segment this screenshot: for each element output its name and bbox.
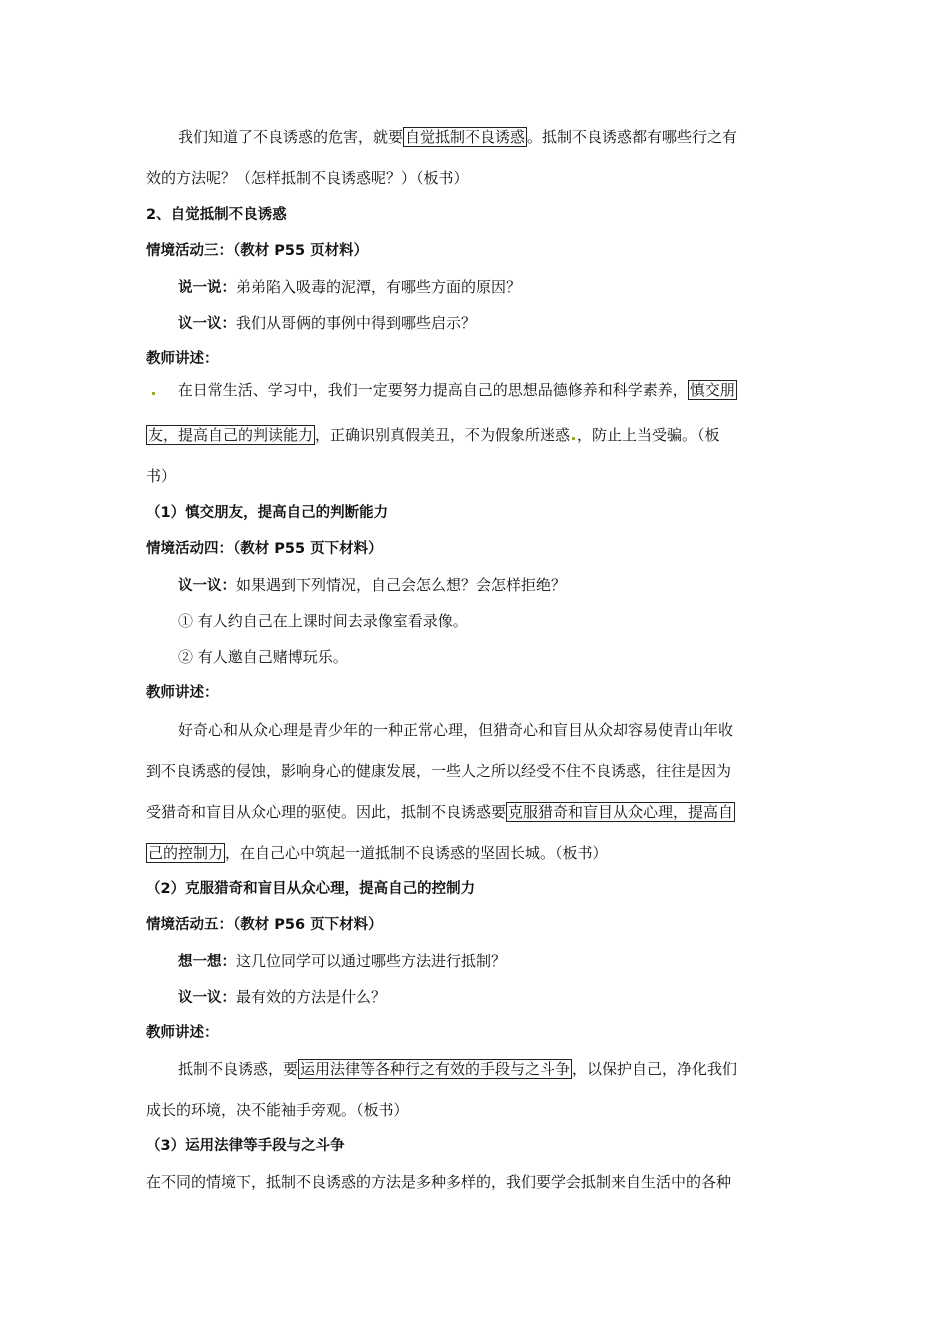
activity-title: 情境活动五：（教材 P56 页下材料） (146, 917, 383, 933)
boxed-phrase: 运用法律等各种行之有效的手段与之斗争 (300, 1060, 571, 1078)
prompt-line: 说一说：弟弟陷入吸毒的泥潭，有哪些方面的原因？ (178, 278, 522, 296)
boxed-phrase: 自觉抵制不良诱惑 (405, 128, 526, 146)
paragraph-line: 到不良诱惑的侵蚀，影响身心的健康发展，一些人之所以经受不住不良诱惑，往往是因为 (146, 762, 732, 780)
activity-title: 情境活动四：（教材 P55 页下材料） (146, 541, 383, 557)
paragraph-line: 在不同的情境下，抵制不良诱惑的方法是多种多样的，我们要学会抵制来自生活中的各种 (146, 1173, 732, 1191)
activity-title: 情境活动三：（教材 P55 页材料） (146, 243, 369, 259)
teacher-label: 教师讲述： (146, 1025, 219, 1041)
paragraph-line: 己的控制力 ，在自己心中筑起一道抵制不良诱惑的坚固长城。（板书） (148, 844, 608, 862)
prompt-line: 议一议：如果遇到下列情况，自己会怎么想？会怎样拒绝？ (178, 576, 567, 594)
paragraph-line: 好奇心和从众心理是青少年的一种正常心理，但猎奇心和盲目从众却容易使青山年收 (178, 721, 734, 739)
mark-dot (152, 392, 155, 395)
boxed-phrase: 克服猎奇和盲目从众心理，提高自 (508, 803, 734, 821)
paragraph-line: 受猎奇和盲目从众心理的驱使。因此，抵制不良诱惑要 克服猎奇和盲目从众心理，提高自 (146, 803, 734, 821)
paragraph-line: 我们知道了不良诱惑的危害，就要 自觉抵制不良诱惑 。抵制不良诱惑都有哪些行之有 (178, 128, 738, 146)
paragraph-line: 在日常生活、学习中，我们一定要努力提高自己的思想品德修养和科学素养， 慎交朋 (150, 380, 737, 400)
prompt-line: 议一议：我们从哥俩的事例中得到哪些启示？ (178, 314, 477, 332)
list-item: ① 有人约自己在上课时间去录像室看录像。 (178, 612, 468, 630)
mark-dot (572, 437, 575, 440)
subsection-heading: （1）慎交朋友，提高自己的判断能力 (146, 505, 389, 521)
subsection-heading: （2）克服猎奇和盲目从众心理，提高自己的控制力 (146, 881, 476, 897)
list-item: ② 有人邀自己赌博玩乐。 (178, 648, 348, 666)
subsection-heading: （3）运用法律等手段与之斗争 (146, 1138, 345, 1154)
prompt-line: 想一想：这几位同学可以通过哪些方法进行抵制？ (178, 952, 507, 970)
paragraph-line: 友，提高自己的判读能力 ，正确识别真假美丑，不为假象所迷惑 ，防止上当受骗。（板 (148, 426, 720, 444)
paragraph-line: 效的方法呢？（怎样抵制不良诱惑呢？）（板书） (146, 169, 469, 187)
boxed-phrase: 慎交朋 (689, 381, 735, 399)
paragraph-line: 书） (146, 467, 177, 485)
teacher-label: 教师讲述： (146, 351, 219, 367)
boxed-phrase: 友，提高自己的判读能力 (148, 426, 314, 444)
section-heading: 2、自觉抵制不良诱惑 (146, 207, 287, 223)
paragraph-line: 抵制不良诱惑，要 运用法律等各种行之有效的手段与之斗争 ，以保护自己，净化我们 (178, 1060, 738, 1078)
teacher-label: 教师讲述： (146, 685, 219, 701)
boxed-phrase: 己的控制力 (148, 844, 224, 862)
prompt-line: 议一议：最有效的方法是什么？ (178, 988, 387, 1006)
paragraph-line: 成长的环境，决不能袖手旁观。（板书） (146, 1101, 409, 1119)
